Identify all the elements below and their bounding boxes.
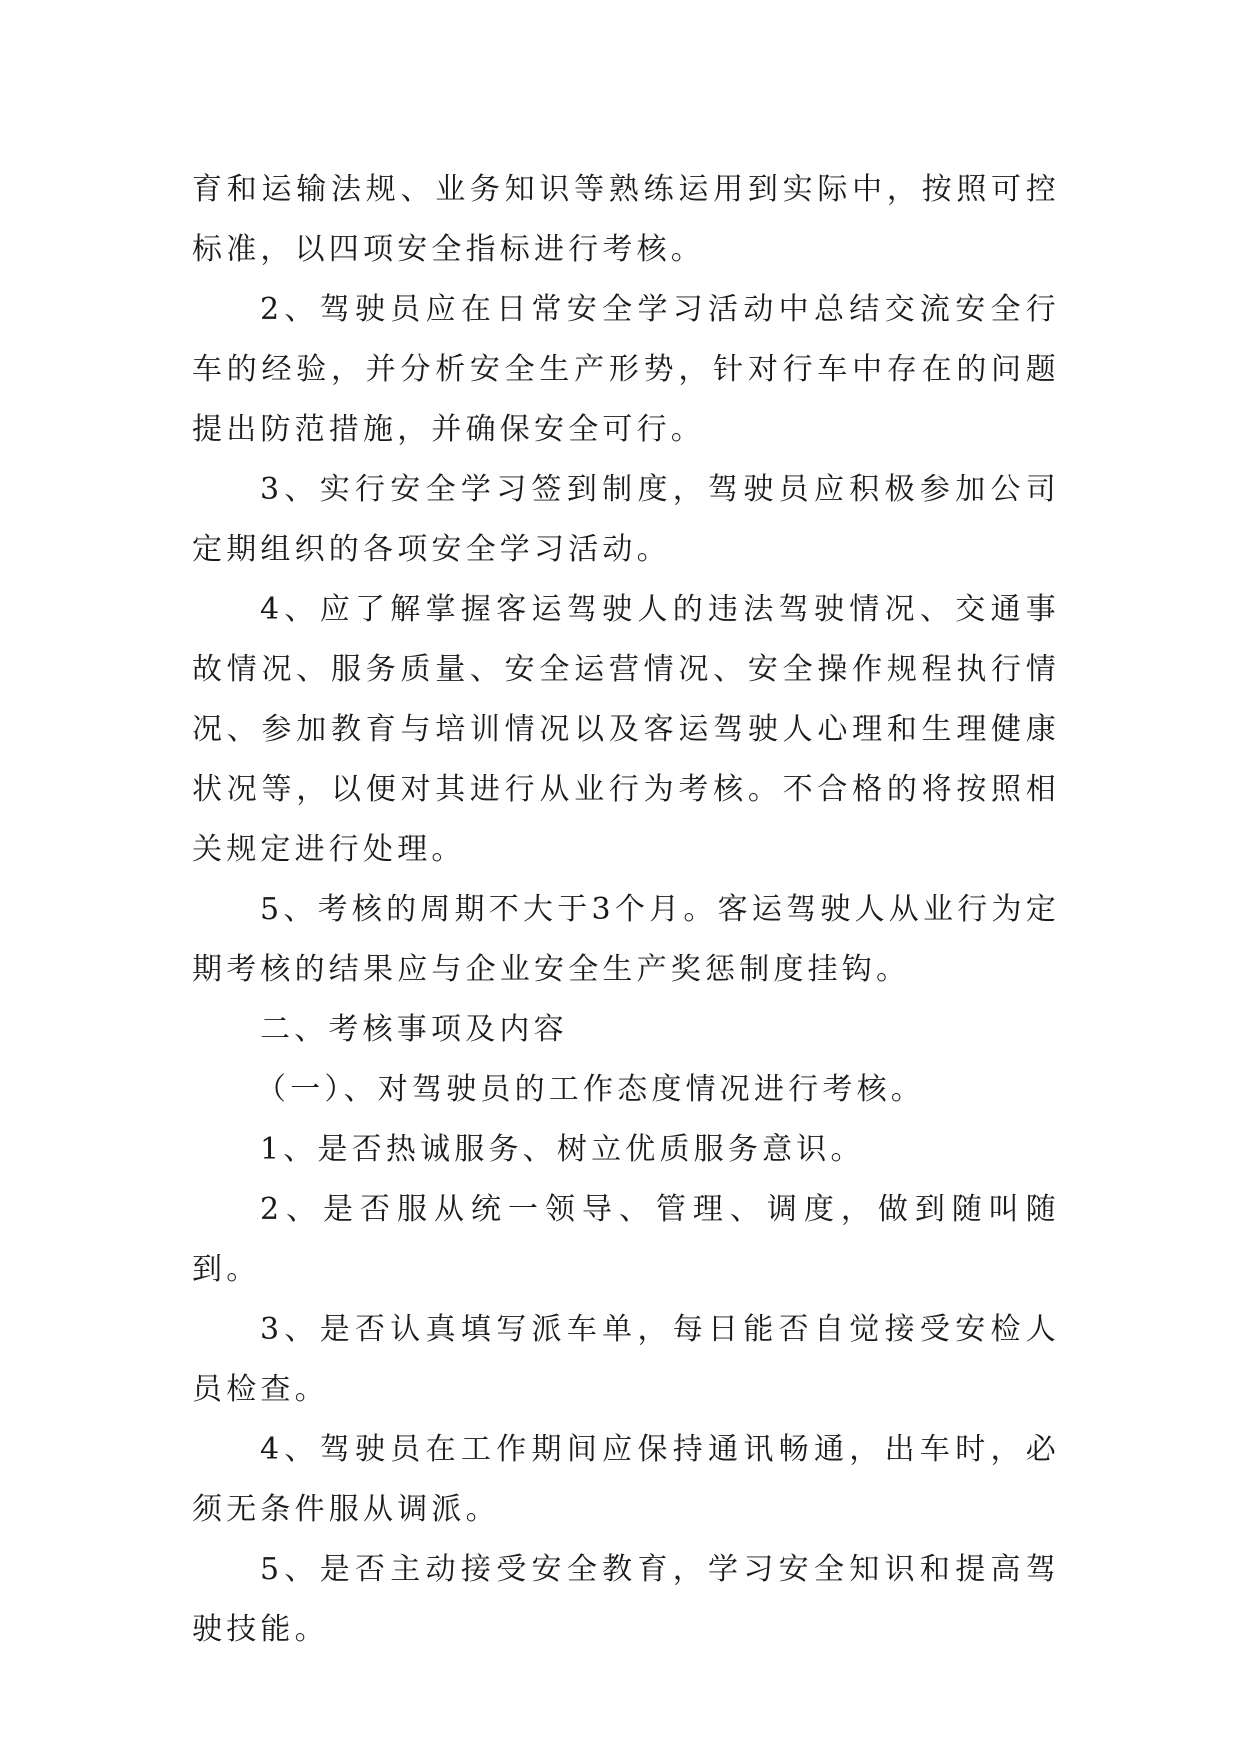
- paragraph-item-3: 3、实行安全学习签到制度，驾驶员应积极参加公司定期组织的各项安全学习活动。: [192, 472, 1060, 567]
- check-item-4: 4、驾驶员在工作期间应保持通讯畅通，出车时，必须无条件服从调派。: [192, 1432, 1060, 1527]
- paragraph-item-4: 4、应了解掌握客运驾驶人的违法驾驶情况、交通事故情况、服务质量、安全运营情况、安全操作规程执行情况、参加教育与培训情况以及客运驾驶人心理和生理健康状况等，以便对其进行从业行为考核。不合格的将按照相关规定进行处理。: [192, 592, 1060, 867]
- check-item-1: 1、是否热诚服务、树立优质服务意识。: [260, 1132, 865, 1167]
- document-body: [192, 160, 1060, 1660]
- subsection-heading-1: （一）、对驾驶员的工作态度情况进行考核。: [256, 1072, 925, 1107]
- check-item-5: 5、是否主动接受安全教育，学习安全知识和提高驾驶技能。: [192, 1552, 1060, 1647]
- paragraph-continuation: 育和运输法规、业务知识等熟练运用到实际中，按照可控标准，以四项安全指标进行考核。: [192, 172, 1060, 267]
- paragraph-item-2: 2、驾驶员应在日常安全学习活动中总结交流安全行车的经验，并分析安全生产形势，针对行车中存在的问题提出防范措施，并确保安全可行。: [192, 292, 1060, 447]
- paragraph-item-5: 5、考核的周期不大于3个月。客运驾驶人从业行为定期考核的结果应与企业安全生产奖惩制度挂钩。: [192, 892, 1060, 987]
- check-item-3: 3、是否认真填写派车单，每日能否自觉接受安检人员检查。: [192, 1312, 1060, 1407]
- check-item-2: 2、是否服从统一领导、管理、调度，做到随叫随到。: [192, 1192, 1060, 1287]
- section-heading-2: 二、考核事项及内容: [260, 1012, 568, 1047]
